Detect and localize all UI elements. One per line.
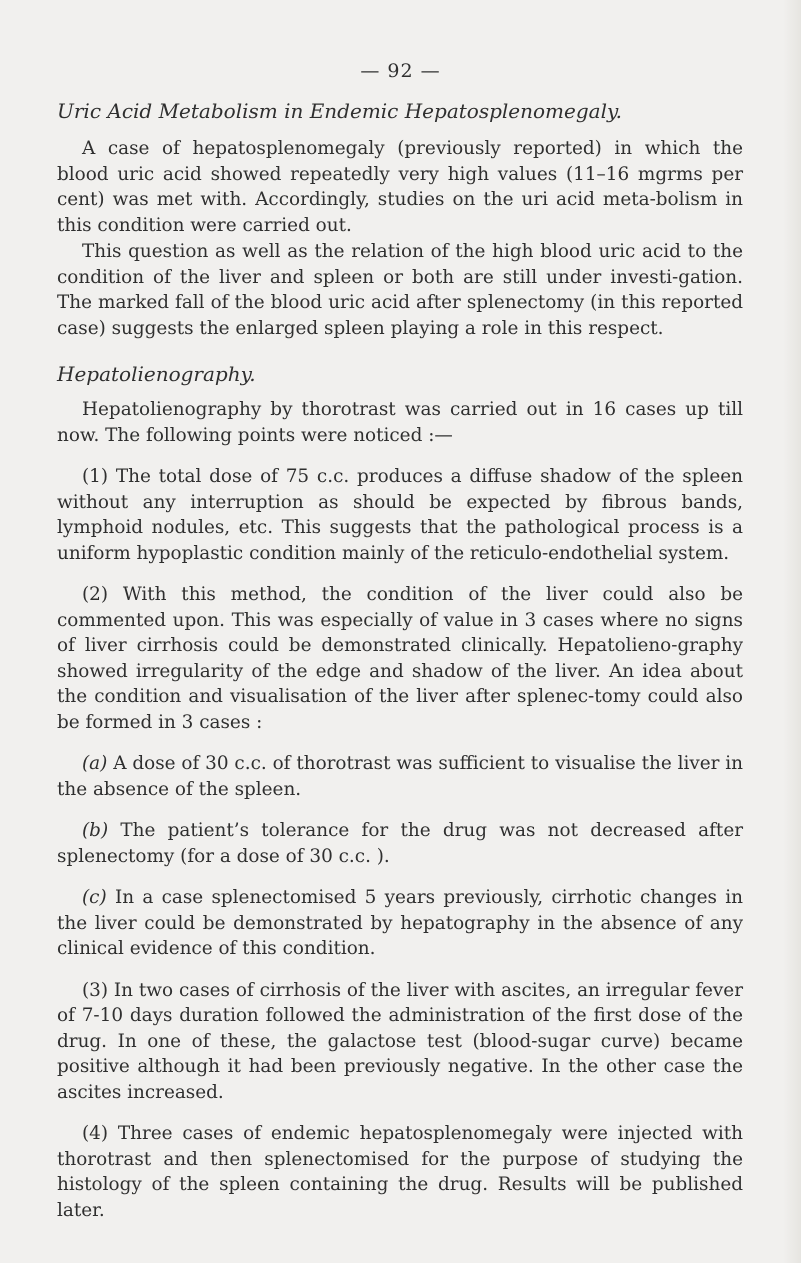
point-text: The patient’s tolerance for the drug was not decreased after splenectomy (for a dose of 30 c.c. ). xyxy=(57,820,743,867)
section-title-uric-acid: Uric Acid Metabolism in Endemic Hepatosplenomegaly. xyxy=(57,99,622,123)
paragraph: Hepatolienography by thorotrast was carried out in 16 cases up till now. The following points were noticed :— xyxy=(57,399,743,446)
page-number: — 92 — xyxy=(360,60,441,82)
point-label: (a) xyxy=(82,753,108,774)
numbered-point: (3) In two cases of cirrhosis of the liver with ascites, an irregular fever of 7-10 days duration followed the administration of the first dose of the drug. In one of these, the galactose test (blood-sugar curve) became positive although it had been previously negative. In the other case the ascites increased. xyxy=(57,979,743,1103)
point-label: (c) xyxy=(82,887,107,908)
lettered-point xyxy=(57,751,743,802)
lettered-point xyxy=(57,818,743,869)
page-edge-shadow xyxy=(783,0,801,1263)
point-label: (b) xyxy=(82,820,109,841)
point-text: A dose of 30 c.c. of thorotrast was sufficient to visualise the liver in the absence of the spleen. xyxy=(57,753,743,800)
point-text: In a case splenectomised 5 years previously, cirrhotic changes in the liver could be demonstrated by hepatography in the absence of any clinical evidence of this condition. xyxy=(57,887,743,959)
paragraph: A case of hepatosplenomegaly (previously reported) in which the blood uric acid showed repeatedly very high values (11–16 mgrms per cent) was met with. Accordingly, studies on the uri acid meta-bolism in this condition were carried out. xyxy=(57,138,743,236)
lettered-point xyxy=(57,885,743,962)
numbered-point: (4) Three cases of endemic hepatosplenomegaly were injected with thorotrast and then splenectomised for the purpose of studying the histology of the spleen containing the drug. Results will be published later. xyxy=(57,1123,743,1221)
numbered-point: (1) The total dose of 75 c.c. produces a diffuse shadow of the spleen without any interruption as should be expected by fibrous bands, lymphoid nodules, etc. This suggests that the pathological process is a uniform hypoplastic condition mainly of the reticulo-endothelial system. xyxy=(57,466,743,564)
paragraph: This question as well as the relation of the high blood uric acid to the condition of the liver and spleen or both are still under investi-gation. The marked fall of the blood uric acid after splenectomy (in this reported case) suggests the enlarged spleen playing a role in this respect. xyxy=(57,241,743,339)
section-title-hepatolienography: Hepatolienography. xyxy=(57,362,256,386)
page-content xyxy=(57,98,743,1223)
numbered-point: (2) With this method, the condition of the liver could also be commented upon. This was especially of value in 3 cases where no signs of liver cirrhosis could be demonstrated clinically. Hepatolieno-graphy showed irregularity of the edge and shadow of the liver. An idea about the condition and visualisation of the liver after splenec-tomy could also be formed in 3 cases : xyxy=(57,584,743,733)
